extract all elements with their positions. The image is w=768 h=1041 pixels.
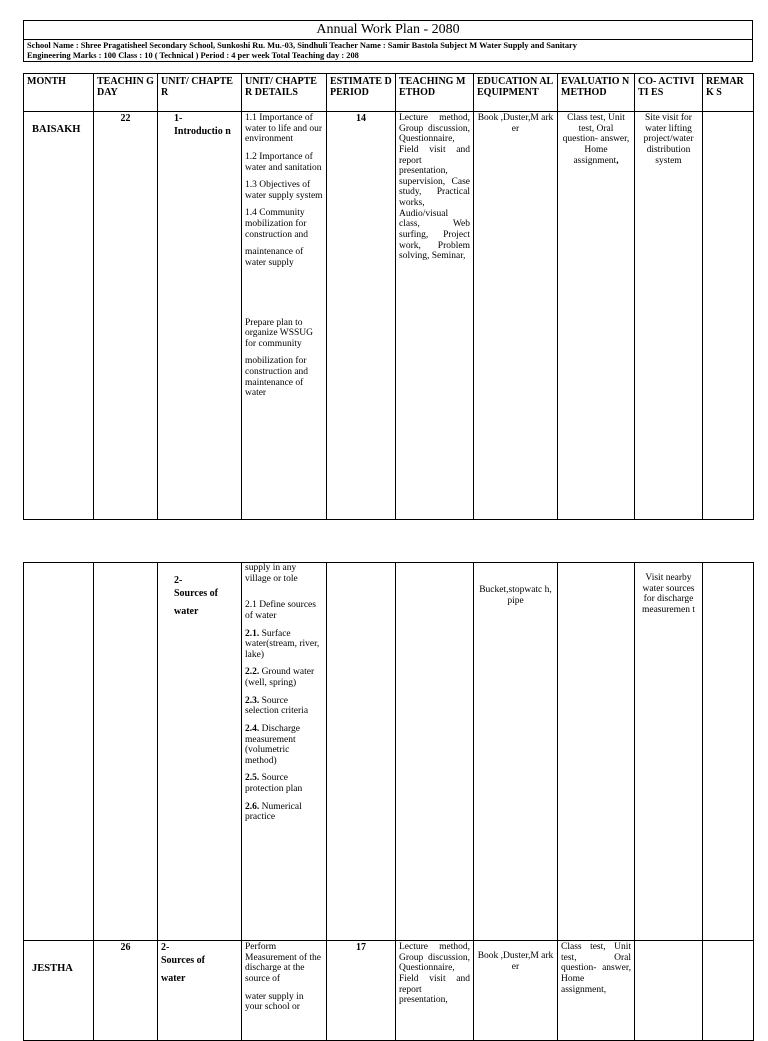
detail-item: 2.2. Ground water (well, spring) <box>245 667 315 688</box>
teaching-day-cell: 22 <box>94 112 158 520</box>
unit-chapter-cell <box>158 563 242 941</box>
unit-name: Sources of <box>161 954 205 966</box>
column-header-unit-chapter: UNIT/ CHAPTER <box>158 74 242 112</box>
detail-item: 2.1. Surface water(stream, river, lake) <box>245 628 320 660</box>
plan-header <box>23 20 753 62</box>
estimated-period-cell: 17 <box>327 941 396 1041</box>
evaluation-method-cell <box>558 563 635 941</box>
detail-item: mobilization for construction and maintenance of water <box>245 356 309 399</box>
detail-item: 2.5. Source protection plan <box>245 773 303 794</box>
school-info <box>24 40 753 62</box>
estimated-period-cell <box>327 563 396 941</box>
unit-number: 2- <box>161 942 170 953</box>
unit-chapter-cell <box>158 941 242 1041</box>
unit-details-cell <box>242 112 327 520</box>
column-header-evaluation-method: EVALUATIO N METHOD <box>558 74 635 112</box>
detail-item: Perform Measurement of the discharge at the source of <box>245 942 321 984</box>
work-plan-table-continued <box>23 562 753 1041</box>
co-activities-cell <box>635 941 703 1041</box>
teaching-method-cell <box>396 563 474 941</box>
remarks-cell <box>703 563 754 941</box>
equipment-cell: Book ,Duster,M arker <box>474 941 558 1041</box>
column-header-month: MONTH <box>24 74 94 112</box>
unit-name-line-2: water <box>161 973 186 984</box>
detail-item: maintenance of water supply <box>245 247 304 268</box>
detail-item: water supply in your school or <box>245 991 304 1013</box>
unit-number: 1- <box>174 113 183 124</box>
unit-name: Sources of <box>174 587 218 599</box>
detail-item: Prepare plan to organize WSSUG for community <box>245 317 313 349</box>
column-header-estimated-period: ESTIMATE D PERIOD <box>327 74 396 112</box>
detail-item: 1.2 Importance of water and sanitation <box>245 151 322 173</box>
unit-chapter-cell <box>158 112 242 520</box>
detail-item: 2.3. Source selection criteria <box>245 695 309 717</box>
table-row-jestha <box>24 941 754 1041</box>
detail-item: supply in any village or tole <box>245 563 298 584</box>
evaluation-tail: , <box>616 155 619 166</box>
detail-item: 1.4 Community mobilization for construction and <box>245 208 309 240</box>
co-activities-cell: Visit nearby water sources for discharge measuremen t <box>635 563 703 941</box>
equipment-cell: Bucket,stopwatc h, pipe <box>474 563 558 941</box>
table-header-row <box>24 74 754 112</box>
unit-name: Introductio n <box>174 125 231 137</box>
page-title: Annual Work Plan - 2080 <box>24 21 753 40</box>
teaching-method-cell: Lecture method, Group discussion, Questionnaire, Field visit and report presentation, supervision, Case study, Practical works, Audio/visual class, Web surfing, Project work, Problem solving, Seminar, <box>396 112 474 520</box>
detail-item: 1.3 Objectives of water supply system <box>245 180 323 201</box>
detail-item: 2.4. Discharge measurement (volumetric method) <box>245 723 300 766</box>
table-row-baisakh <box>24 112 754 520</box>
column-header-remarks: REMARK S <box>703 74 754 112</box>
evaluation-text: Class test, Unit test, Oral question- answer, Home assignment <box>562 113 630 166</box>
unit-details-cell <box>242 563 327 941</box>
remarks-cell <box>703 941 754 1041</box>
detail-item: 2.1 Define sources of water <box>245 600 316 621</box>
month-cell: JESTHA <box>24 941 94 1041</box>
detail-item: 1.1 Importance of water to life and our environment <box>245 113 323 145</box>
co-activities-cell: Site visit for water lifting project/water distribution system <box>635 112 703 520</box>
column-header-co-activities: CO- ACTIVITI ES <box>635 74 703 112</box>
teaching-day-cell: 26 <box>94 941 158 1041</box>
table-row-continuation <box>24 563 754 941</box>
evaluation-method-cell <box>558 112 635 520</box>
school-info-line-2: Engineering Marks : 100 Class : 10 ( Technical ) Period : 4 per week Total Teaching day : 208 <box>27 50 359 60</box>
teaching-method-cell: Lecture method, Group discussion, Questionnaire, Field visit and report presentation, <box>396 941 474 1041</box>
detail-item: 2.6. Numerical practice <box>245 801 302 823</box>
school-info-line-1: School Name : Shree Pragatisheel Secondary School, Sunkoshi Ru. Mu.-03, Sindhuli Teacher Name : Samir Bastola Subject M Water Supply and Sanitary <box>27 41 577 50</box>
teaching-day-cell <box>94 563 158 941</box>
month-cell: BAISAKH <box>24 112 94 520</box>
unit-number: 2- <box>174 575 183 586</box>
estimated-period-cell: 14 <box>327 112 396 520</box>
column-header-educational-equipment: EDUCATION AL EQUIPMENT <box>474 74 558 112</box>
equipment-cell: Book ,Duster,M arker <box>474 112 558 520</box>
unit-details-cell <box>242 941 327 1041</box>
month-cell <box>24 563 94 941</box>
evaluation-method-cell: Class test, Unit test, Oral question- answer, Home assignment, <box>558 941 635 1041</box>
column-header-teaching-method: TEACHING METHOD <box>396 74 474 112</box>
unit-name-line-2: water <box>174 606 199 617</box>
column-header-teaching-day: TEACHIN G DAY <box>94 74 158 112</box>
remarks-cell <box>703 112 754 520</box>
work-plan-table <box>23 73 753 520</box>
column-header-unit-details: UNIT/ CHAPTER DETAILS <box>242 74 327 112</box>
